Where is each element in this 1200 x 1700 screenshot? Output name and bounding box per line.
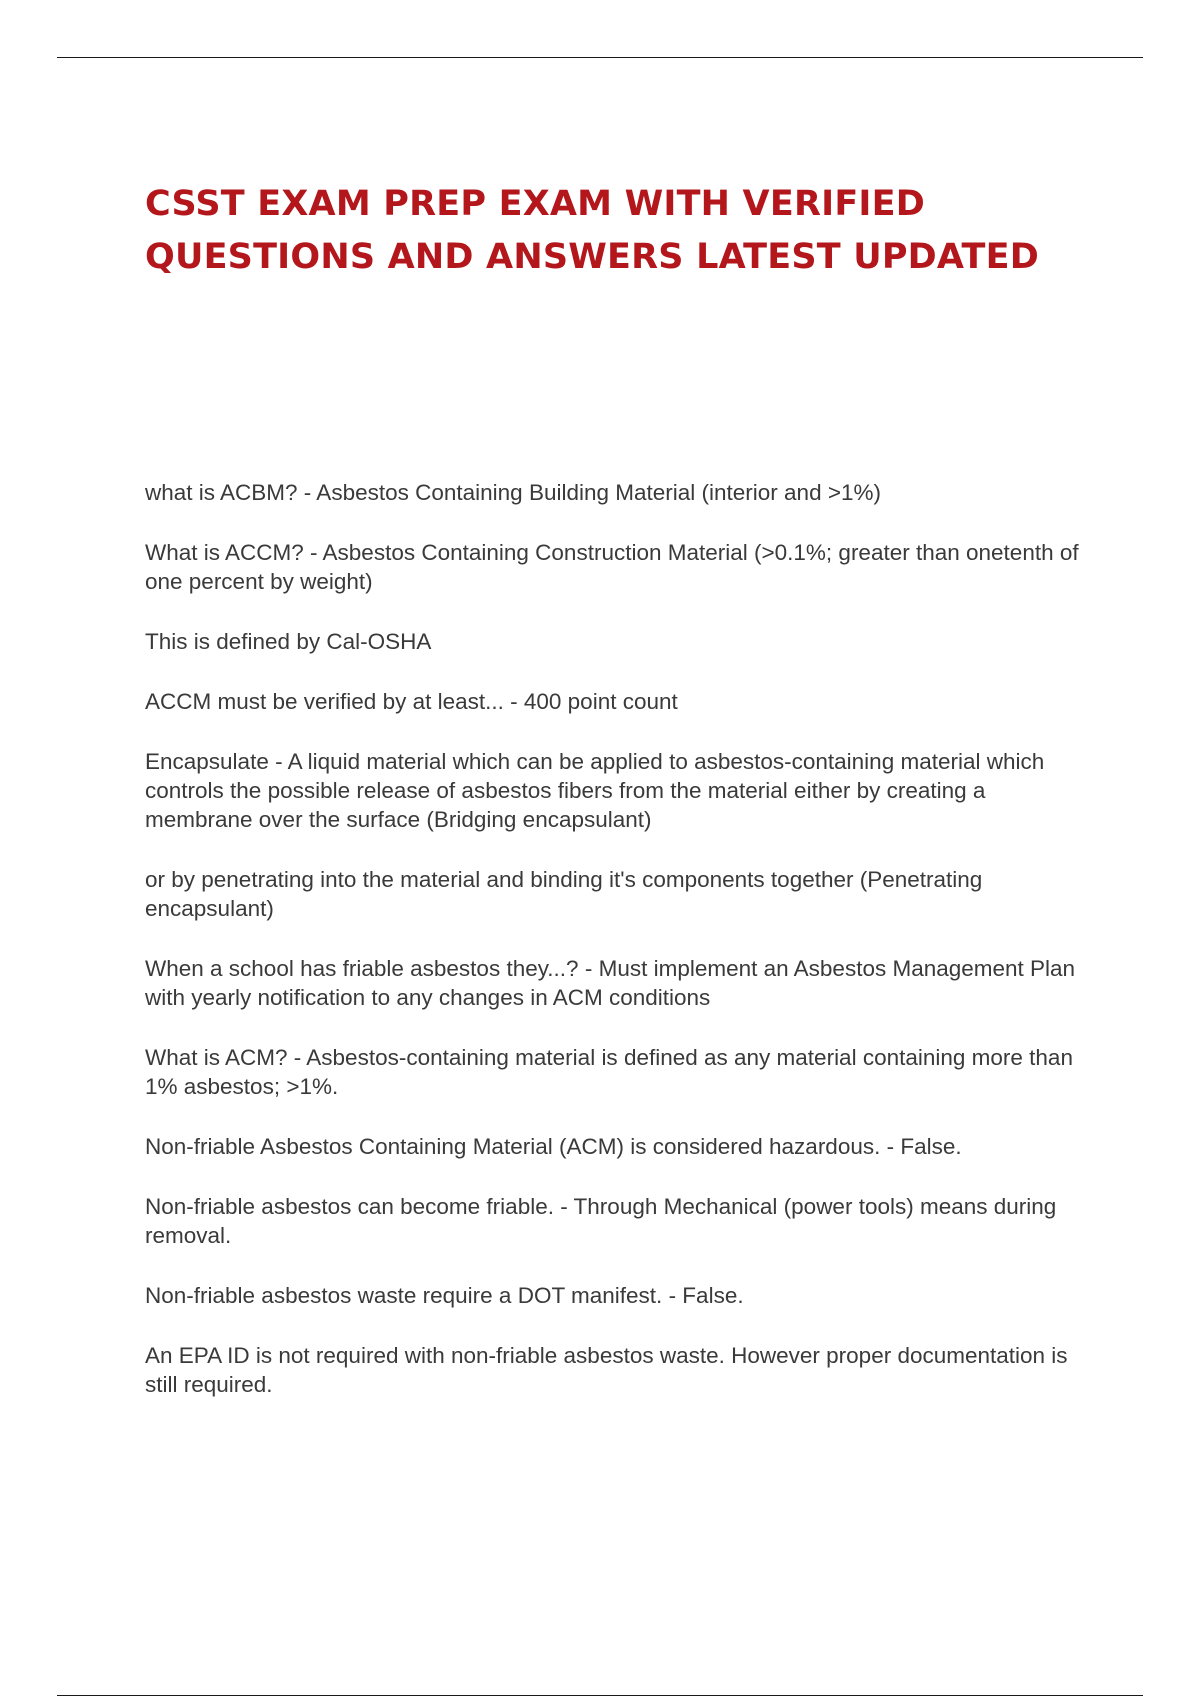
qa-item: When a school has friable asbestos they...? - Must implement an Asbestos Management Plan with yearly notification to any changes in ACM conditions: [145, 956, 1076, 1010]
qa-item: What is ACCM? - Asbestos Containing Construction Material (>0.1%; greater than onetenth of one percent by weight): [145, 540, 1079, 594]
qa-item: or by penetrating into the material and binding it's components together (Penetrating encapsulant): [145, 867, 983, 921]
qa-item: Non-friable Asbestos Containing Material (ACM) is considered hazardous. - False.: [145, 1134, 962, 1159]
qa-item: what is ACBM? - Asbestos Containing Building Material (interior and >1%): [145, 480, 881, 505]
document-title: CSST EXAM PREP EXAM WITH VERIFIED QUESTIONS AND ANSWERS LATEST UPDATED: [145, 184, 1039, 277]
qa-item: What is ACM? - Asbestos-containing material is defined as any material containing more than 1% asbestos; >1%.: [145, 1045, 1073, 1099]
top-divider: [57, 57, 1143, 58]
qa-item: Non-friable asbestos waste require a DOT manifest. - False.: [145, 1283, 744, 1308]
qa-item: Encapsulate - A liquid material which can be applied to asbestos-containing material which controls the possible release of asbestos fibers from the material either by creating a membrane over the surface (Bridging encapsulant): [145, 749, 1045, 832]
qa-item: An EPA ID is not required with non-friable asbestos waste. However proper documentation is still required.: [145, 1343, 1068, 1397]
qa-item: Non-friable asbestos can become friable. - Through Mechanical (power tools) means during removal.: [145, 1194, 1057, 1248]
bottom-divider: [57, 1695, 1143, 1696]
qa-list: [145, 478, 1080, 1430]
qa-item: ACCM must be verified by at least... - 400 point count: [145, 689, 678, 714]
qa-item: This is defined by Cal-OSHA: [145, 629, 432, 654]
